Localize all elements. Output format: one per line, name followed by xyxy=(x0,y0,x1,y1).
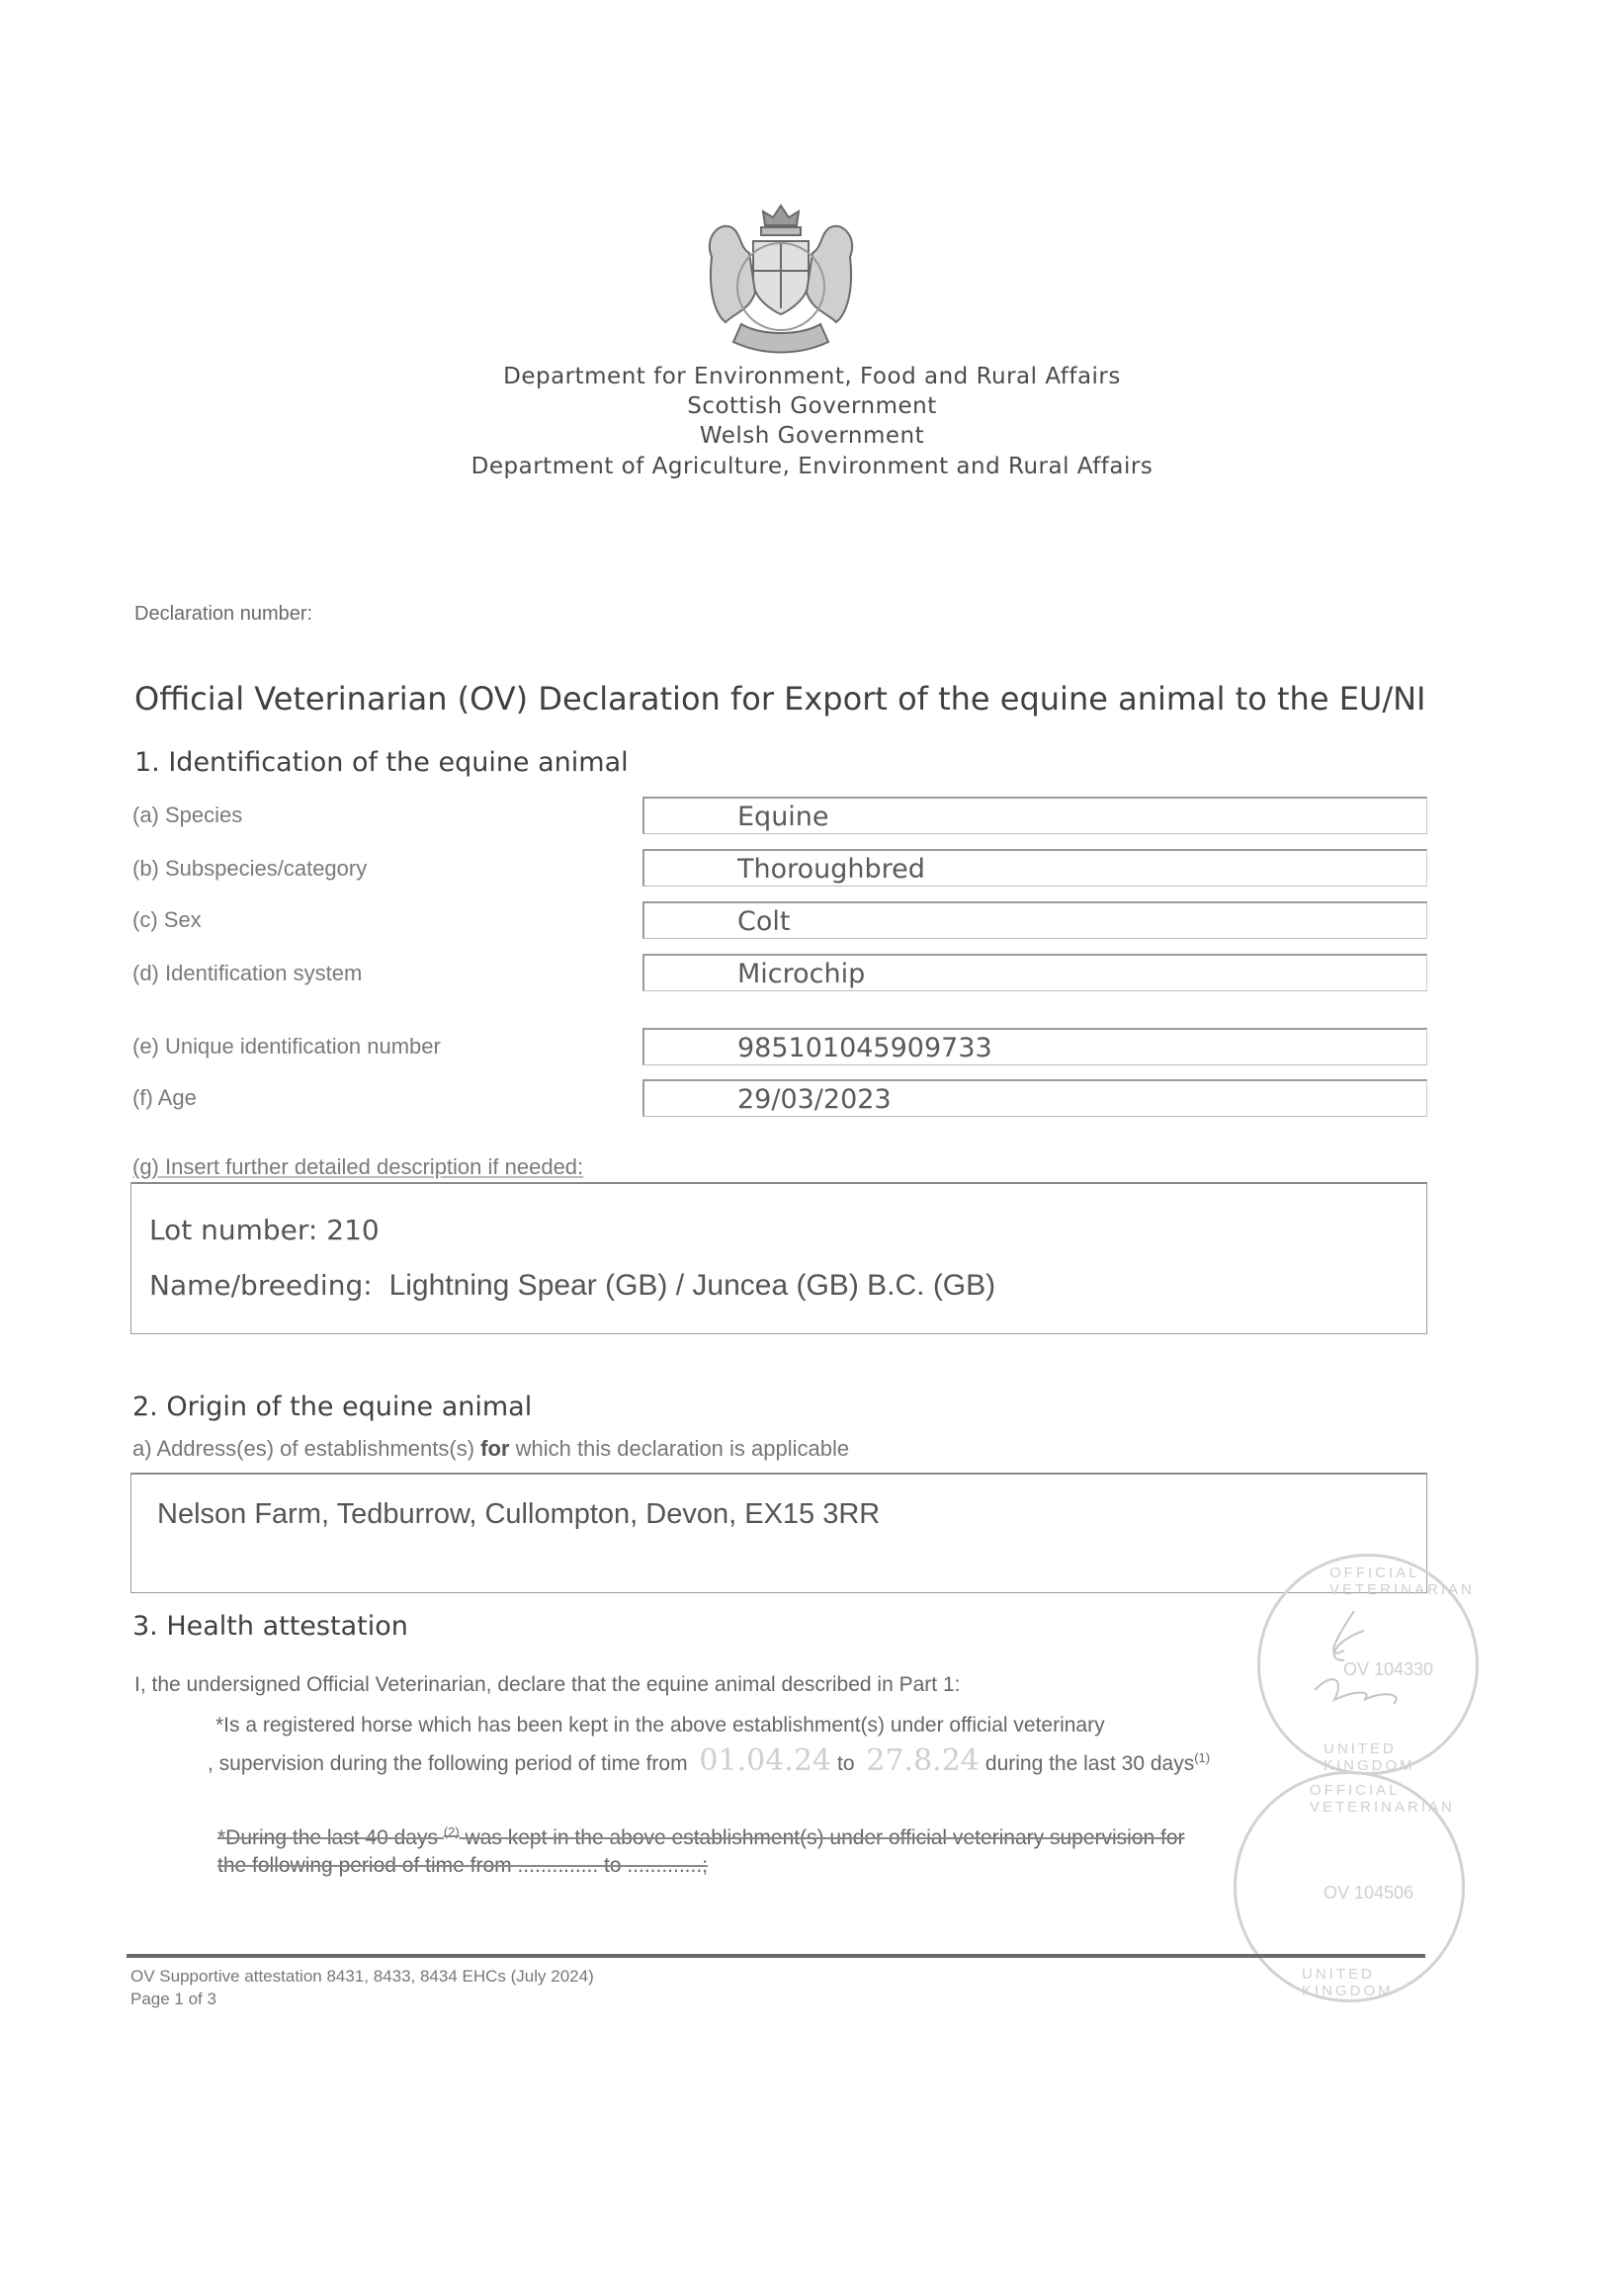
footer-attestation-ref: OV Supportive attestation 8431, 8433, 8434 EHCs (July 2024) xyxy=(130,1967,594,1986)
stamp-ring-text-top: OFFICIAL VETERINARIAN xyxy=(1329,1565,1475,1598)
section-2-sub-bold: for xyxy=(480,1436,510,1461)
field-value-species: Equine xyxy=(737,802,829,832)
stamp-id-1: OV 104330 xyxy=(1343,1659,1434,1679)
section-3-heading: 3. Health attestation xyxy=(132,1611,408,1642)
lot-number-label: Lot number: xyxy=(149,1214,318,1246)
field-label-unique-id: (e) Unique identification number xyxy=(132,1034,441,1058)
department-line-4: Department of Agriculture, Environment and Rural Affairs xyxy=(470,454,1154,479)
attestation-p1-line2 xyxy=(208,1743,1210,1778)
stamp-2-ring-text-top: OFFICIAL VETERINARIAN xyxy=(1310,1782,1455,1816)
footer-page-number: Page 1 of 3 xyxy=(130,1990,216,2008)
attestation-p1-line1: *Is a registered horse which has been kept in the above establishment(s) under official veterinary xyxy=(215,1714,1105,1736)
attestation-p2-text-a: *During the last 40 days xyxy=(217,1826,438,1849)
department-line-3: Welsh Government xyxy=(699,423,925,449)
section-2-subheading xyxy=(132,1436,849,1462)
section-2-sub-text-b: which this declaration is applicable xyxy=(509,1436,850,1461)
name-breeding-value: Lightning Spear (GB) / Juncea (GB) B.C. (GB) xyxy=(388,1269,996,1302)
footnote-2-ref: (2) xyxy=(443,1824,460,1839)
footnote-1-ref: (1) xyxy=(1194,1750,1211,1765)
section-1-heading: 1. Identification of the equine animal xyxy=(134,747,629,778)
further-description-box xyxy=(130,1182,1427,1334)
stamp-2-ring-text-bottom: UNITED KINGDOM xyxy=(1302,1966,1394,1999)
field-unique-id xyxy=(642,1028,1427,1065)
field-label-identification-system: (d) Identification system xyxy=(132,961,363,985)
footer-divider xyxy=(127,1954,1425,1958)
ov-signature xyxy=(1295,1601,1443,1725)
field-value-sex: Colt xyxy=(737,906,791,937)
date-to-handwritten: 27.8.24 xyxy=(866,1743,980,1778)
declaration-number-label: Declaration number: xyxy=(134,603,313,625)
stamp-2-id: OV 104506 xyxy=(1324,1883,1414,1903)
field-value-subspecies: Thoroughbred xyxy=(737,854,925,885)
field-label-age: (f) Age xyxy=(132,1085,197,1110)
lot-number-line xyxy=(149,1214,380,1246)
section-2-sub-text-a: a) Address(es) of establishments(s) xyxy=(132,1436,481,1461)
attestation-p2-line2: the following period of time from .............. to .............; xyxy=(217,1854,709,1877)
name-breeding-line xyxy=(149,1269,995,1303)
field-label-subspecies: (b) Subspecies/category xyxy=(132,856,368,881)
attestation-p2-line1 xyxy=(217,1824,1185,1850)
attestation-p1-text-b: during the last 30 days xyxy=(984,1752,1195,1775)
attestation-intro: I, the undersigned Official Veterinarian, declare that the equine animal described in Part 1: xyxy=(134,1673,961,1696)
department-line-2: Scottish Government xyxy=(687,393,937,419)
further-description-label: (g) Insert further detailed description if needed: xyxy=(132,1154,584,1179)
field-value-age: 29/03/2023 xyxy=(737,1084,892,1115)
official-veterinarian-stamp-2 xyxy=(1234,1771,1465,2002)
field-subspecies xyxy=(642,849,1427,887)
address-box xyxy=(130,1473,1427,1593)
field-identification-system xyxy=(642,954,1427,991)
field-label-species: (a) Species xyxy=(132,803,243,827)
field-value-identification-system: Microchip xyxy=(737,959,866,989)
lot-number-value: 210 xyxy=(326,1214,380,1246)
field-species xyxy=(642,797,1427,834)
page-title: Official Veterinarian (OV) Declaration for Export of the equine animal to the EU/NI xyxy=(134,680,1426,718)
name-breeding-label: Name/breeding: xyxy=(149,1269,373,1302)
date-from-handwritten: 01.04.24 xyxy=(699,1743,832,1778)
address-value: Nelson Farm, Tedburrow, Cullompton, Devon, EX15 3RR xyxy=(157,1498,881,1530)
royal-coat-of-arms-icon xyxy=(682,198,880,366)
stamp-ring-text-bottom: UNITED KINGDOM xyxy=(1324,1740,1415,1774)
section-2-heading: 2. Origin of the equine animal xyxy=(132,1392,533,1422)
field-sex xyxy=(642,901,1427,939)
attestation-p1-text-a: , supervision during the following period of time from xyxy=(208,1752,688,1775)
attestation-p2-text-b: was kept in the above establishment(s) under official veterinary supervision for xyxy=(465,1826,1185,1849)
attestation-p1-to: to xyxy=(837,1752,855,1775)
department-line-1: Department for Environment, Food and Rural Affairs xyxy=(503,364,1121,389)
field-label-sex: (c) Sex xyxy=(132,907,202,932)
field-age xyxy=(642,1079,1427,1117)
field-value-unique-id: 985101045909733 xyxy=(737,1033,992,1063)
